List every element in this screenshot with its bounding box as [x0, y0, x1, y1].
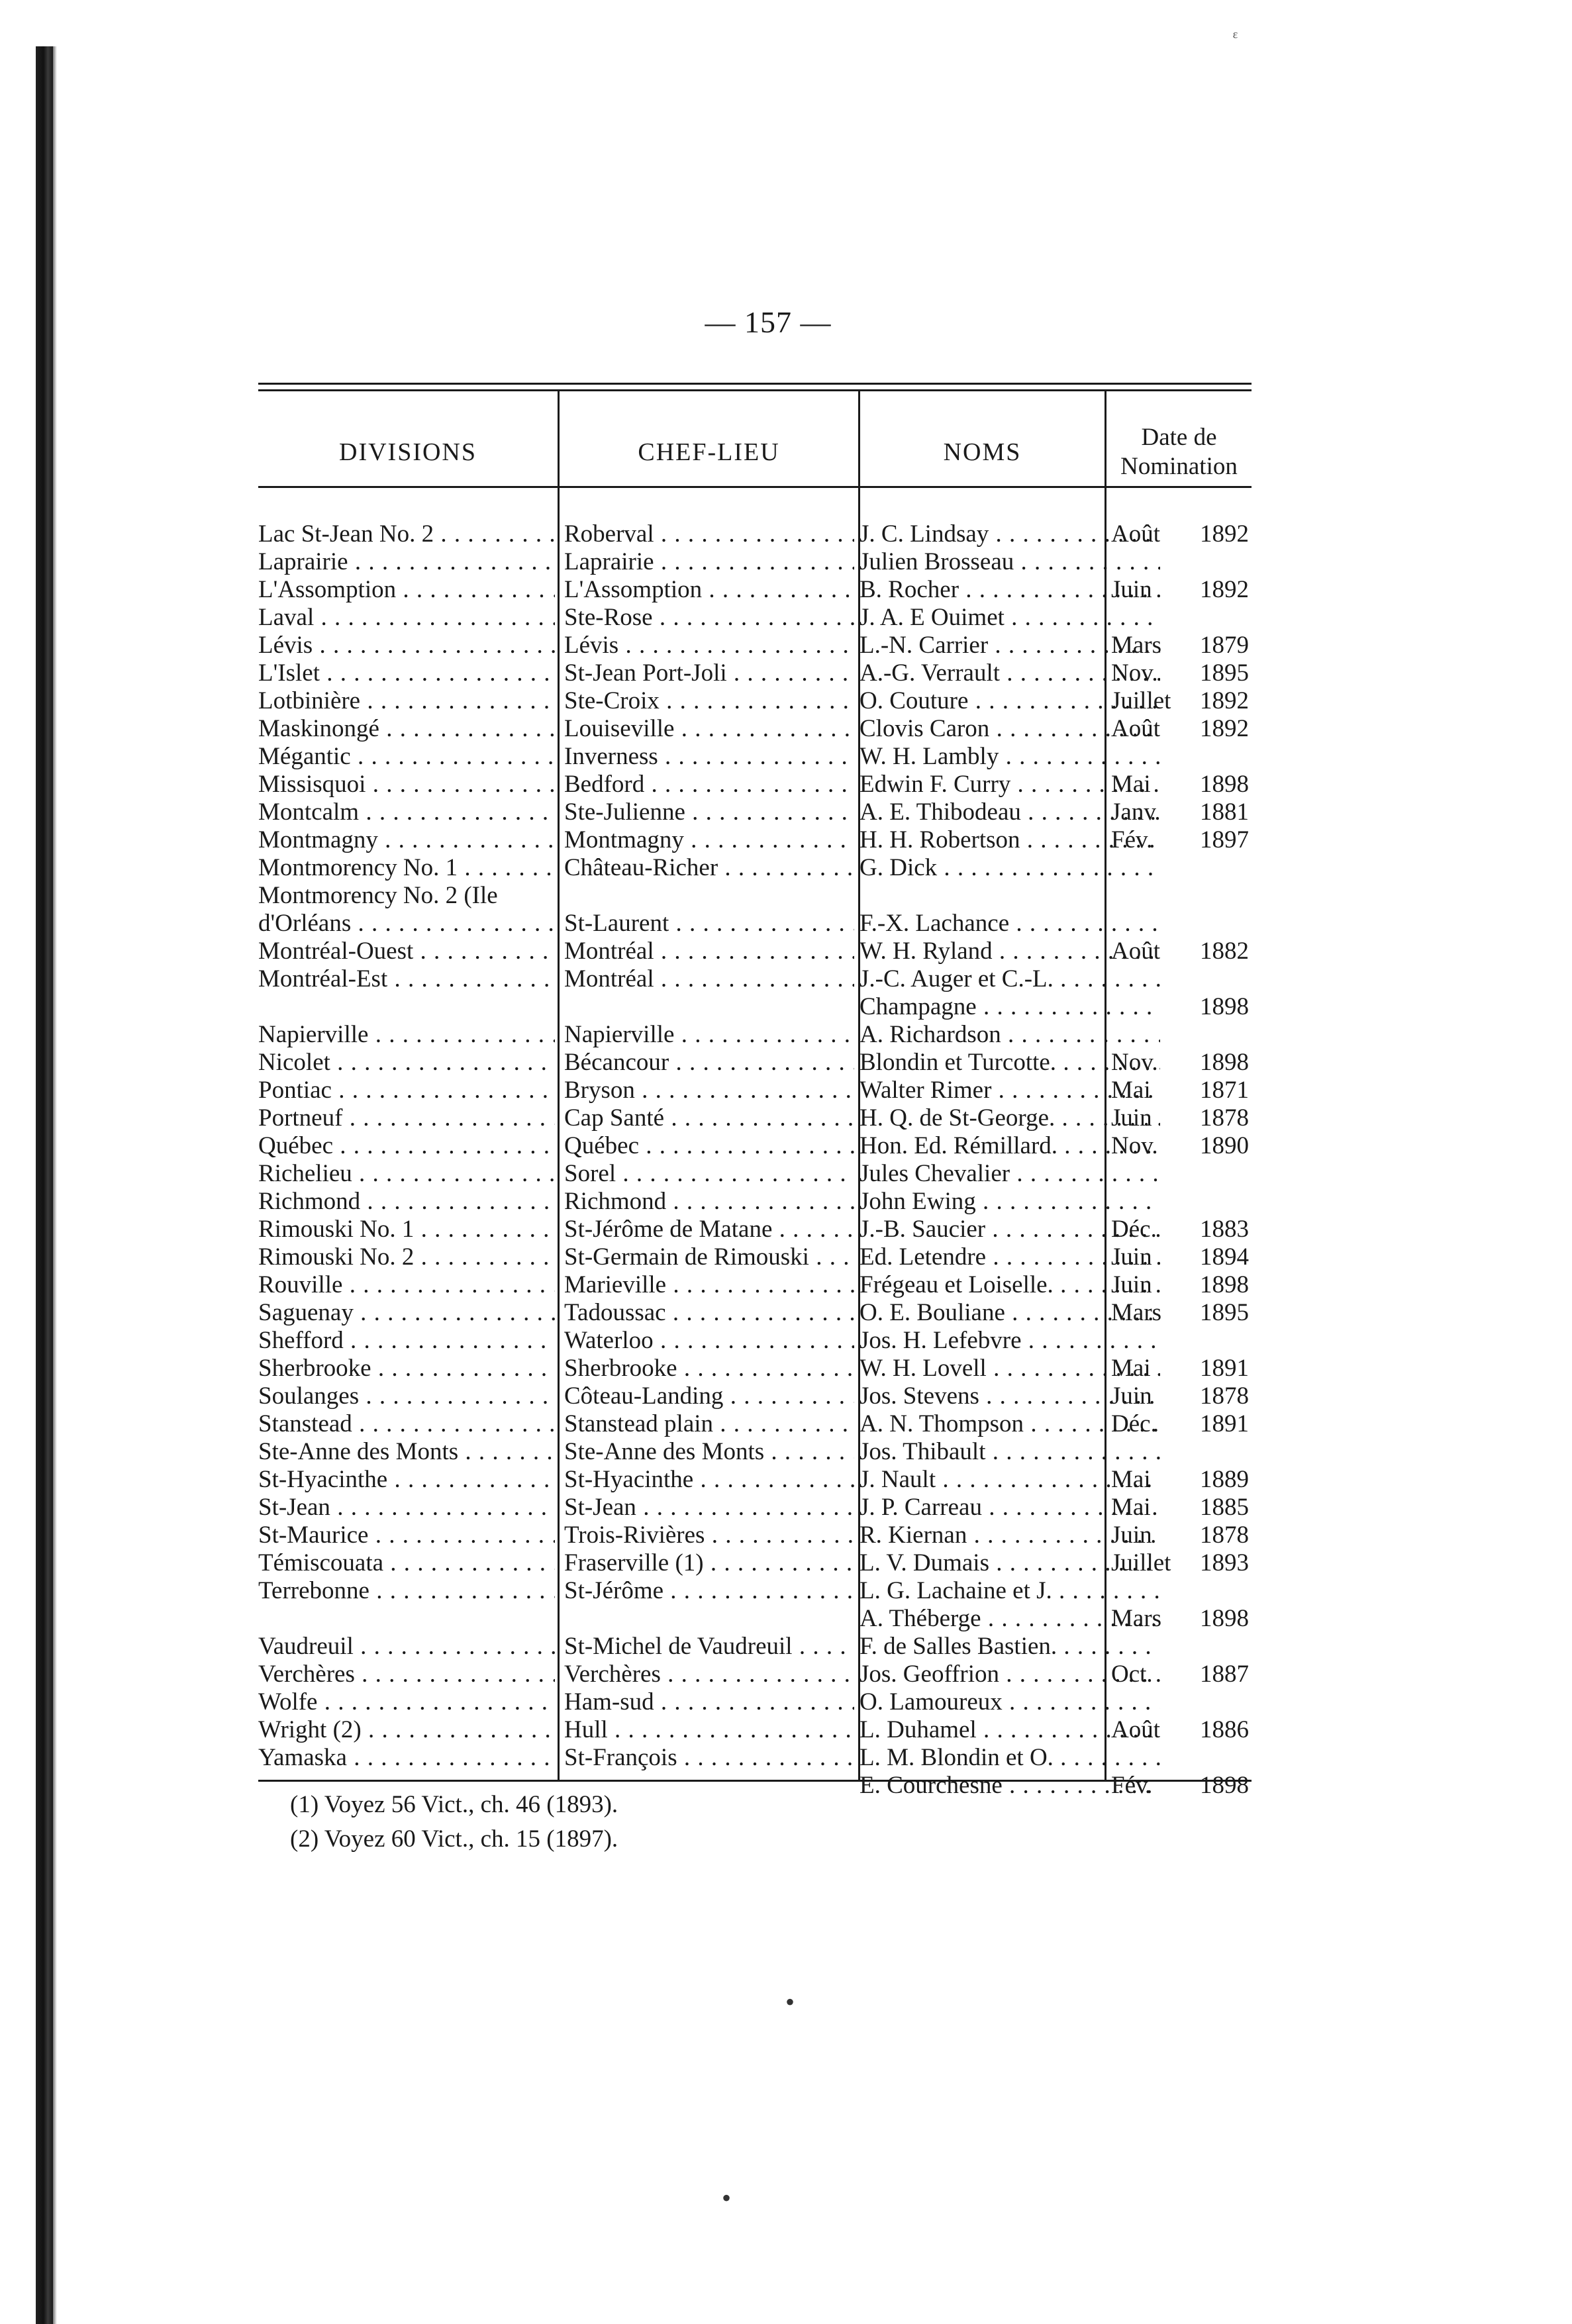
- chef-lieu-cell: Ste-Rose . . .: [564, 604, 854, 632]
- noms-cell: Julien Brosseau . . .: [860, 548, 1160, 576]
- chef-lieu-cell: [564, 1605, 854, 1633]
- date-month-cell: [1111, 604, 1191, 632]
- table-row: [258, 1382, 1252, 1410]
- table-row: [258, 882, 1252, 910]
- noms-cell: A. Théberge . . .: [860, 1605, 1160, 1633]
- table-row: [258, 1299, 1252, 1327]
- date-month-cell: [1111, 1160, 1191, 1188]
- table-row: [258, 1577, 1252, 1605]
- header-bottom-rule: [258, 486, 1252, 488]
- footnote: (2) Voyez 60 Vict., ch. 15 (1897).: [290, 1825, 618, 1853]
- noms-cell: A. N. Thompson . . .: [860, 1410, 1160, 1438]
- chef-lieu-cell: Ham-sud . . .: [564, 1688, 854, 1716]
- date-month-cell: Mai: [1111, 771, 1151, 798]
- table-row: [258, 1132, 1252, 1160]
- table-row: [258, 965, 1252, 993]
- table-row: [258, 993, 1252, 1021]
- noms-cell: E. Courchesne . . .: [860, 1772, 1160, 1800]
- noms-cell: R. Kiernan . . .: [860, 1522, 1160, 1549]
- division-cell: L'Assomption . . .: [258, 576, 555, 604]
- division-cell: Montmorency No. 2 (Ile: [258, 882, 498, 909]
- date-month-cell: Mai: [1111, 1355, 1151, 1382]
- noms-cell: J. P. Carreau . . .: [860, 1494, 1160, 1522]
- chef-lieu-cell: Laprairie . . .: [564, 548, 854, 576]
- date-year-cell: 1895: [1200, 659, 1249, 687]
- noms-cell: Frégeau et Loiselle. . . .: [860, 1271, 1160, 1299]
- division-cell: Napierville . . .: [258, 1021, 555, 1049]
- date-month-cell: [1111, 1327, 1191, 1355]
- division-cell: Montmorency No. 1 . . .: [258, 854, 555, 882]
- division-cell: Yamaska . . .: [258, 1744, 555, 1772]
- date-month-cell: Juin: [1111, 1522, 1152, 1549]
- division-cell: Richelieu . . .: [258, 1160, 555, 1188]
- date-month-cell: [1111, 1188, 1191, 1216]
- date-year-cell: [1200, 882, 1253, 910]
- noms-cell: L.-N. Carrier . . .: [860, 632, 1160, 659]
- date-year-cell: 1894: [1200, 1243, 1249, 1271]
- table-row: [258, 1355, 1252, 1382]
- date-year-cell: [1200, 965, 1253, 993]
- division-cell: Ste-Anne des Monts . . .: [258, 1438, 555, 1466]
- date-month-cell: Nov.: [1111, 659, 1158, 687]
- table-row: [258, 854, 1252, 882]
- date-year-cell: 1878: [1200, 1382, 1249, 1410]
- table-row: [258, 1466, 1252, 1494]
- date-month-cell: [1111, 1021, 1191, 1049]
- chef-lieu-cell: St-Germain de Rimouski . . .: [564, 1243, 854, 1271]
- division-cell: Wright (2) . . .: [258, 1716, 555, 1744]
- noms-cell: L. Duhamel . . .: [860, 1716, 1160, 1744]
- chef-lieu-cell: Waterloo . . .: [564, 1327, 854, 1355]
- table-row: [258, 1438, 1252, 1466]
- table-row: [258, 1160, 1252, 1188]
- noms-cell: Edwin F. Curry . . .: [860, 771, 1160, 799]
- division-cell: Laval . . .: [258, 604, 555, 632]
- chef-lieu-cell: Sherbrooke . . .: [564, 1355, 854, 1382]
- noms-cell: W. H. Ryland . . .: [860, 938, 1160, 965]
- date-year-cell: 1871: [1200, 1077, 1249, 1104]
- division-cell: Richmond . . .: [258, 1188, 555, 1216]
- chef-lieu-cell: St-Jean Port-Joli . . .: [564, 659, 854, 687]
- division-cell: Verchères . . .: [258, 1661, 555, 1688]
- table-row: [258, 910, 1252, 938]
- page-number: — 157 —: [705, 305, 832, 339]
- date-year-cell: 1878: [1200, 1104, 1249, 1132]
- noms-cell: H. Q. de St-George. . . .: [860, 1104, 1160, 1132]
- table-row: [258, 1327, 1252, 1355]
- date-month-cell: [1111, 854, 1191, 882]
- table-row: [258, 1410, 1252, 1438]
- date-month-cell: Mars: [1111, 1605, 1162, 1632]
- chef-lieu-cell: Montréal . . .: [564, 965, 854, 993]
- noms-cell: Jules Chevalier . . .: [860, 1160, 1160, 1188]
- date-month-cell: Mai: [1111, 1466, 1151, 1493]
- division-cell: Lévis . . .: [258, 632, 555, 659]
- table-row: [258, 715, 1252, 743]
- date-year-cell: 1885: [1200, 1494, 1249, 1521]
- chef-lieu-cell: Cap Santé . . .: [564, 1104, 854, 1132]
- chef-lieu-cell: Marieville . . .: [564, 1271, 854, 1299]
- date-year-cell: [1200, 743, 1253, 771]
- noms-cell: John Ewing . . .: [860, 1188, 1160, 1216]
- noms-cell: A.-G. Verrault . . .: [860, 659, 1160, 687]
- division-cell: Lac St-Jean No. 2 . . .: [258, 520, 555, 548]
- chef-lieu-cell: Roberval . . .: [564, 520, 854, 548]
- date-year-cell: 1882: [1200, 938, 1249, 965]
- date-month-cell: [1111, 743, 1191, 771]
- table-row: [258, 1077, 1252, 1104]
- chef-lieu-cell: St-Jean . . .: [564, 1494, 854, 1522]
- chef-lieu-cell: St-Jérôme . . .: [564, 1577, 854, 1605]
- noms-cell: Walter Rimer . . .: [860, 1077, 1160, 1104]
- table-row: [258, 1605, 1252, 1633]
- noms-cell: J. C. Lindsay . . .: [860, 520, 1160, 548]
- noms-cell: W. H. Lambly . . .: [860, 743, 1160, 771]
- date-month-cell: Déc.: [1111, 1216, 1157, 1243]
- noms-cell: Hon. Ed. Rémillard. . . .: [860, 1132, 1160, 1160]
- footnotes: [290, 1788, 618, 1857]
- chef-lieu-cell: St-Hyacinthe . . .: [564, 1466, 854, 1494]
- division-cell: d'Orléans . . .: [258, 910, 555, 938]
- table-row: [258, 1494, 1252, 1522]
- table-row: [258, 1744, 1252, 1772]
- scan-binding-edge: [36, 46, 53, 2324]
- date-month-cell: Août: [1111, 1716, 1160, 1743]
- date-month-cell: [1111, 882, 1191, 910]
- chef-lieu-cell: Stanstead plain . . .: [564, 1410, 854, 1438]
- header-noms: NOMS: [943, 438, 1022, 466]
- table-row: [258, 604, 1252, 632]
- date-year-cell: [1200, 1160, 1253, 1188]
- date-month-cell: Mai: [1111, 1077, 1151, 1104]
- table-row: [258, 771, 1252, 799]
- noms-cell: A. E. Thibodeau . . .: [860, 799, 1160, 826]
- chef-lieu-cell: [564, 882, 854, 910]
- division-cell: Terrebonne . . .: [258, 1577, 555, 1605]
- division-cell: Nicolet . . .: [258, 1049, 555, 1077]
- chef-lieu-cell: Ste-Anne des Monts . . .: [564, 1438, 854, 1466]
- noms-cell: O. Couture . . .: [860, 687, 1160, 715]
- date-year-cell: [1200, 604, 1253, 632]
- date-year-cell: [1200, 854, 1253, 882]
- division-cell: Rimouski No. 2 . . .: [258, 1243, 555, 1271]
- chef-lieu-cell: Château-Richer . . .: [564, 854, 854, 882]
- date-year-cell: 1893: [1200, 1549, 1249, 1576]
- division-cell: Shefford . . .: [258, 1327, 555, 1355]
- date-year-cell: 1878: [1200, 1522, 1249, 1549]
- table-row: [258, 520, 1252, 548]
- chef-lieu-cell: Ste-Julienne . . .: [564, 799, 854, 826]
- date-year-cell: [1200, 1744, 1253, 1772]
- date-year-cell: 1889: [1200, 1466, 1249, 1493]
- chef-lieu-cell: Napierville . . .: [564, 1021, 854, 1049]
- chef-lieu-cell: Verchères . . .: [564, 1661, 854, 1688]
- table-row: [258, 632, 1252, 659]
- division-cell: Montcalm . . .: [258, 799, 555, 826]
- date-month-cell: Juin: [1111, 576, 1152, 603]
- date-month-cell: [1111, 1577, 1191, 1605]
- scan-speck: •: [785, 1987, 795, 2017]
- table-row: [258, 1049, 1252, 1077]
- date-month-cell: [1111, 965, 1191, 993]
- date-year-cell: [1200, 1633, 1253, 1661]
- chef-lieu-cell: Montréal . . .: [564, 938, 854, 965]
- scan-speck: •: [722, 2183, 732, 2213]
- table-row: [258, 1188, 1252, 1216]
- chef-lieu-cell: St-François . . .: [564, 1744, 854, 1772]
- date-year-cell: 1895: [1200, 1299, 1249, 1326]
- chef-lieu-cell: Québec . . .: [564, 1132, 854, 1160]
- noms-cell: L. G. Lachaine et J. . . .: [860, 1577, 1160, 1605]
- table-row: [258, 1021, 1252, 1049]
- division-cell: Vaudreuil . . .: [258, 1633, 555, 1661]
- noms-cell: Clovis Caron . . .: [860, 715, 1160, 743]
- noms-cell: L. M. Blondin et O. . . .: [860, 1744, 1160, 1772]
- date-month-cell: [1111, 1438, 1191, 1466]
- division-cell: Québec . . .: [258, 1132, 555, 1160]
- table-row: [258, 1271, 1252, 1299]
- division-cell: Laprairie . . .: [258, 548, 555, 576]
- chef-lieu-cell: Richmond . . .: [564, 1188, 854, 1216]
- date-year-cell: 1898: [1200, 771, 1249, 798]
- table-row: [258, 1216, 1252, 1243]
- date-year-cell: 1886: [1200, 1716, 1249, 1743]
- date-month-cell: [1111, 1633, 1191, 1661]
- date-year-cell: 1892: [1200, 576, 1249, 603]
- division-cell: St-Maurice . . .: [258, 1522, 555, 1549]
- noms-cell: Jos. H. Lefebvre . . .: [860, 1327, 1160, 1355]
- footnote: (1) Voyez 56 Vict., ch. 46 (1893).: [290, 1791, 618, 1818]
- date-year-cell: 1890: [1200, 1132, 1249, 1159]
- date-month-cell: [1111, 1744, 1191, 1772]
- date-year-cell: 1879: [1200, 632, 1249, 659]
- date-year-cell: [1200, 1021, 1253, 1049]
- chef-lieu-cell: [564, 993, 854, 1021]
- division-cell: St-Jean . . .: [258, 1494, 555, 1522]
- date-month-cell: Juin: [1111, 1382, 1152, 1410]
- division-cell: Pontiac . . .: [258, 1077, 555, 1104]
- noms-cell: J.-C. Auger et C.-L. . . .: [860, 965, 1160, 993]
- table-row: [258, 1243, 1252, 1271]
- date-month-cell: [1111, 910, 1191, 938]
- date-month-cell: Nov.: [1111, 1049, 1158, 1076]
- date-year-cell: [1200, 1327, 1253, 1355]
- chef-lieu-cell: Inverness . . .: [564, 743, 854, 771]
- date-month-cell: Mars: [1111, 632, 1162, 659]
- date-month-cell: Fév.: [1111, 826, 1153, 853]
- chef-lieu-cell: Hull . . .: [564, 1716, 854, 1744]
- top-double-rule-inner: [258, 389, 1252, 391]
- top-double-rule: [258, 383, 1252, 385]
- division-cell: Mégantic . . .: [258, 743, 555, 771]
- date-year-cell: 1897: [1200, 826, 1249, 853]
- table-row: [258, 743, 1252, 771]
- date-year-cell: 1898: [1200, 1605, 1249, 1632]
- table-row: [258, 1688, 1252, 1716]
- noms-cell: B. Rocher . . .: [860, 576, 1160, 604]
- division-cell: Rimouski No. 1 . . .: [258, 1216, 555, 1243]
- chef-lieu-cell: Bécancour . . .: [564, 1049, 854, 1077]
- division-cell: St-Hyacinthe . . .: [258, 1466, 555, 1494]
- chef-lieu-cell: Bryson . . .: [564, 1077, 854, 1104]
- chef-lieu-cell: Louiseville . . .: [564, 715, 854, 743]
- chef-lieu-cell: Sorel . . .: [564, 1160, 854, 1188]
- table-row: [258, 799, 1252, 826]
- chef-lieu-cell: Bedford . . .: [564, 771, 854, 799]
- chef-lieu-cell: L'Assomption . . .: [564, 576, 854, 604]
- table-row: [258, 826, 1252, 854]
- division-cell: Montréal-Ouest . . .: [258, 938, 555, 965]
- date-year-cell: 1891: [1200, 1355, 1249, 1382]
- date-year-cell: 1898: [1200, 1049, 1249, 1076]
- date-year-cell: [1200, 1188, 1253, 1216]
- chef-lieu-cell: Lévis . . .: [564, 632, 854, 659]
- date-month-cell: Juin: [1111, 1243, 1152, 1271]
- division-cell: Sherbrooke . . .: [258, 1355, 555, 1382]
- date-year-cell: 1892: [1200, 687, 1249, 714]
- date-year-cell: 1887: [1200, 1661, 1249, 1688]
- noms-cell: H. H. Robertson . . .: [860, 826, 1160, 854]
- chef-lieu-cell: St-Jérôme de Matane . . .: [564, 1216, 854, 1243]
- date-year-cell: 1881: [1200, 799, 1249, 826]
- date-month-cell: [1111, 548, 1191, 576]
- noms-cell: O. Lamoureux . . .: [860, 1688, 1160, 1716]
- date-year-cell: [1200, 1688, 1253, 1716]
- date-year-cell: 1892: [1200, 715, 1249, 742]
- date-year-cell: [1200, 1577, 1253, 1605]
- date-year-cell: 1898: [1200, 1772, 1249, 1799]
- date-month-cell: [1111, 993, 1191, 1021]
- table-row: [258, 1716, 1252, 1744]
- date-month-cell: Août: [1111, 938, 1160, 965]
- chef-lieu-cell: St-Michel de Vaudreuil . . .: [564, 1633, 854, 1661]
- noms-cell: Blondin et Turcotte. . . .: [860, 1049, 1160, 1077]
- division-cell: [258, 1605, 555, 1633]
- noms-cell: G. Dick . . .: [860, 854, 1160, 882]
- header-date-nomination: [1106, 424, 1252, 481]
- noms-cell: W. H. Lovell . . .: [860, 1355, 1160, 1382]
- header-date-line2: Nomination: [1120, 453, 1238, 480]
- nomination-table: [258, 520, 1252, 1800]
- noms-cell: J. A. E Ouimet . . .: [860, 604, 1160, 632]
- division-cell: [258, 993, 555, 1021]
- date-month-cell: Août: [1111, 520, 1160, 548]
- header-chef-lieu: CHEF-LIEU: [638, 438, 780, 466]
- chef-lieu-cell: Côteau-Landing . . .: [564, 1382, 854, 1410]
- date-month-cell: Juin: [1111, 1104, 1152, 1132]
- date-year-cell: 1891: [1200, 1410, 1249, 1437]
- division-cell: Soulanges . . .: [258, 1382, 555, 1410]
- noms-cell: L. V. Dumais . . .: [860, 1549, 1160, 1577]
- noms-cell: J. Nault . . .: [860, 1466, 1160, 1494]
- table-row: [258, 1104, 1252, 1132]
- table-row: [258, 1549, 1252, 1577]
- table-row: [258, 687, 1252, 715]
- noms-cell: Jos. Geoffrion . . .: [860, 1661, 1160, 1688]
- table-row: [258, 659, 1252, 687]
- division-cell: Stanstead . . .: [258, 1410, 555, 1438]
- date-month-cell: Juin: [1111, 1271, 1152, 1298]
- division-cell: Lotbinière . . .: [258, 687, 555, 715]
- division-cell: Rouville . . .: [258, 1271, 555, 1299]
- division-cell: Missisquoi . . .: [258, 771, 555, 799]
- division-cell: Portneuf . . .: [258, 1104, 555, 1132]
- division-cell: Montréal-Est . . .: [258, 965, 555, 993]
- division-cell: L'Islet . . .: [258, 659, 555, 687]
- date-month-cell: Mai: [1111, 1494, 1151, 1521]
- chef-lieu-cell: Ste-Croix . . .: [564, 687, 854, 715]
- chef-lieu-cell: St-Laurent . . .: [564, 910, 854, 938]
- division-cell: Montmagny . . .: [258, 826, 555, 854]
- date-month-cell: Mars: [1111, 1299, 1162, 1326]
- date-month-cell: Nov.: [1111, 1132, 1158, 1159]
- date-month-cell: Juillet: [1111, 1549, 1171, 1576]
- noms-cell: O. E. Bouliane . . .: [860, 1299, 1160, 1327]
- noms-cell: Ed. Letendre . . .: [860, 1243, 1160, 1271]
- chef-lieu-cell: Montmagny . . .: [564, 826, 854, 854]
- date-month-cell: Fév.: [1111, 1772, 1153, 1799]
- division-cell: Wolfe . . .: [258, 1688, 555, 1716]
- chef-lieu-cell: Trois-Rivières . . .: [564, 1522, 854, 1549]
- chef-lieu-cell: Tadoussac . . .: [564, 1299, 854, 1327]
- date-year-cell: 1892: [1200, 520, 1249, 548]
- date-year-cell: 1898: [1200, 1271, 1249, 1298]
- date-month-cell: Juillet: [1111, 687, 1171, 714]
- header-date-line1: Date de: [1141, 424, 1217, 451]
- date-year-cell: [1200, 910, 1253, 938]
- noms-cell: J.-B. Saucier . . .: [860, 1216, 1160, 1243]
- date-month-cell: Déc.: [1111, 1410, 1157, 1437]
- date-year-cell: [1200, 548, 1253, 576]
- noms-cell: A. Richardson . . .: [860, 1021, 1160, 1049]
- scan-mark: ᵋ: [1233, 26, 1238, 48]
- division-cell: Maskinongé . . .: [258, 715, 555, 743]
- table-row: [258, 1633, 1252, 1661]
- noms-cell: F.-X. Lachance . . .: [860, 910, 1160, 938]
- table-row: [258, 938, 1252, 965]
- noms-cell: F. de Salles Bastien. . . .: [860, 1633, 1160, 1661]
- date-year-cell: 1898: [1200, 993, 1249, 1020]
- date-month-cell: Oct.: [1111, 1661, 1153, 1688]
- division-cell: Saguenay . . .: [258, 1299, 555, 1327]
- date-year-cell: 1883: [1200, 1216, 1249, 1243]
- table-row: [258, 548, 1252, 576]
- table-row: [258, 1661, 1252, 1688]
- noms-cell: Champagne . . .: [860, 993, 1160, 1021]
- table-row: [258, 576, 1252, 604]
- header-divisions: DIVISIONS: [339, 438, 477, 466]
- date-month-cell: Janv.: [1111, 799, 1161, 826]
- noms-cell: Jos. Stevens . . .: [860, 1382, 1160, 1410]
- table-row: [258, 1522, 1252, 1549]
- date-month-cell: [1111, 1688, 1191, 1716]
- chef-lieu-cell: Fraserville (1) . . .: [564, 1549, 854, 1577]
- division-cell: Témiscouata . . .: [258, 1549, 555, 1577]
- noms-cell: Jos. Thibault . . .: [860, 1438, 1160, 1466]
- date-month-cell: Août: [1111, 715, 1160, 742]
- date-year-cell: [1200, 1438, 1253, 1466]
